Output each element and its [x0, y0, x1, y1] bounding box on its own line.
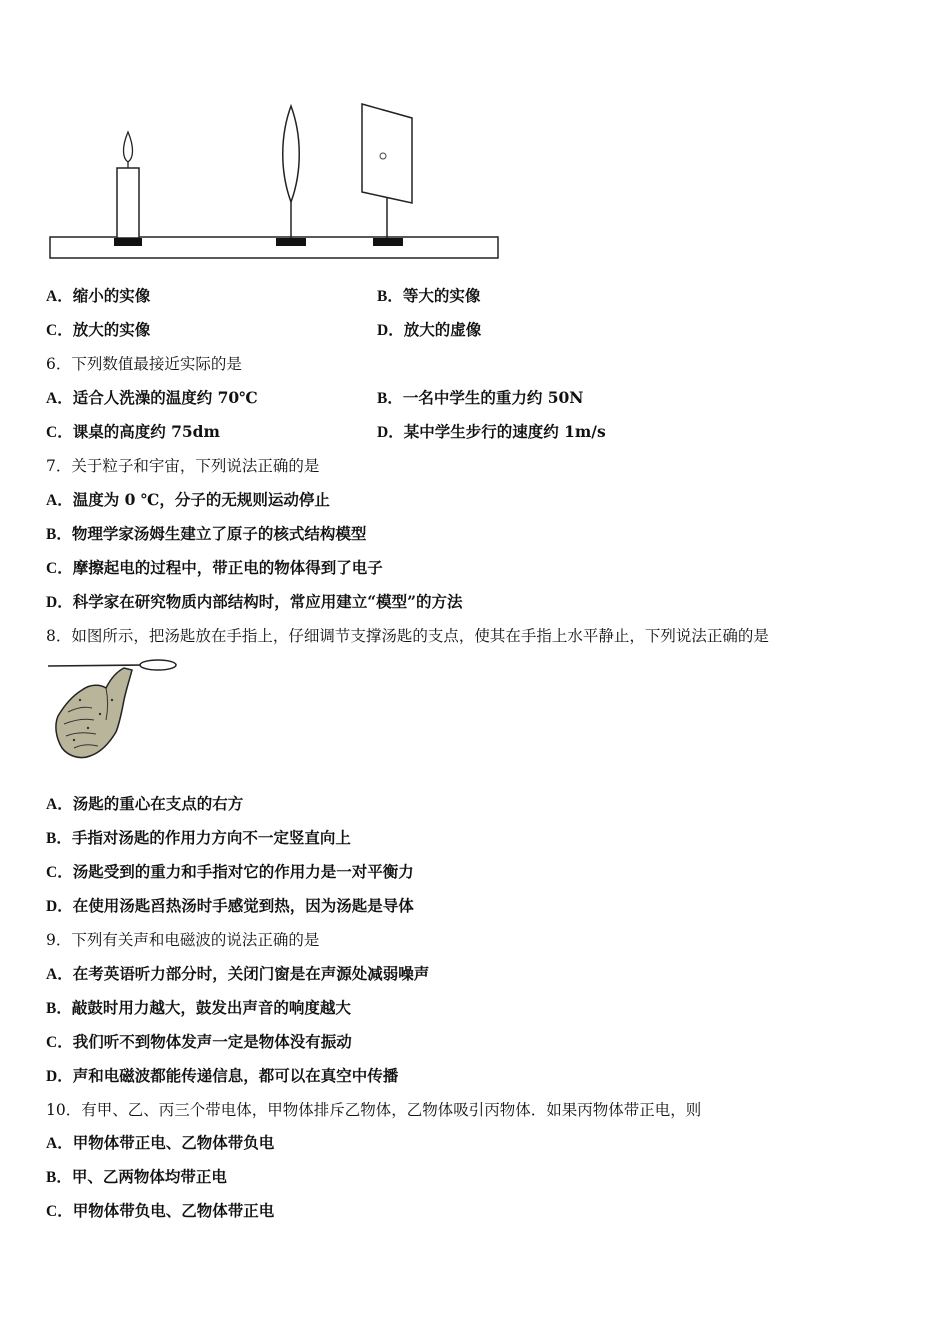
option-letter: D．	[46, 1068, 73, 1085]
option-text: 在使用汤匙舀热汤时手感觉到热，因为汤匙是导体	[72, 896, 414, 915]
q8-option-c	[46, 862, 414, 883]
candle-icon	[114, 132, 142, 246]
option-text: 手指对汤匙的作用力方向不一定竖直向上	[71, 828, 351, 847]
q6-option-c	[46, 422, 220, 443]
q5-option-d	[377, 320, 481, 341]
option-text: 科学家在研究物质内部结构时，常应用建立“模型”的方法	[72, 592, 463, 611]
option-letter: A．	[46, 390, 73, 407]
option-text: 放大的实像	[72, 320, 151, 339]
q7-option-a	[46, 490, 330, 511]
q7-option-b	[46, 524, 366, 545]
q9-option-b	[46, 998, 351, 1019]
q6-option-a	[46, 388, 258, 409]
q5-option-c	[46, 320, 150, 341]
option-text: 在考英语听力部分时，关闭门窗是在声源处减弱噪声	[72, 964, 430, 983]
option-letter: B．	[46, 830, 72, 847]
option-letter: D．	[377, 424, 404, 441]
light-screen-icon	[362, 104, 412, 246]
q7-option-d	[46, 592, 463, 613]
q8-option-d	[46, 896, 414, 917]
option-text: 温度为 0 ℃，分子的无规则运动停止	[72, 490, 330, 509]
option-text: 甲物体带正电、乙物体带负电	[72, 1133, 275, 1152]
option-text: 等大的实像	[402, 286, 481, 305]
option-letter: D．	[46, 594, 73, 611]
option-letter: B．	[46, 1169, 72, 1186]
q10-stem: 10．有甲、乙、丙三个带电体，甲物体排斥乙物体，乙物体吸引丙物体．如果丙物体带正电，则	[46, 1101, 702, 1119]
option-text: 敲鼓时用力越大，鼓发出声音的响度越大	[71, 998, 351, 1017]
option-letter: B．	[46, 526, 72, 543]
option-letter: C．	[46, 1203, 73, 1220]
hand-icon	[56, 668, 132, 758]
option-letter: B．	[46, 1000, 72, 1017]
option-letter: C．	[46, 864, 73, 881]
option-letter: A．	[46, 966, 73, 983]
option-letter: C．	[46, 424, 73, 441]
q10-option-b	[46, 1167, 227, 1188]
option-text: 甲、乙两物体均带正电	[71, 1167, 227, 1186]
option-letter: A．	[46, 796, 73, 813]
q9-option-a	[46, 964, 429, 985]
option-letter: C．	[46, 1034, 73, 1051]
q6-option-d	[377, 422, 606, 443]
option-text: 某中学生步行的速度约 1m/s	[403, 422, 606, 441]
option-text: 课桌的高度约 75dm	[72, 422, 220, 441]
q8-stem: 8．如图所示，把汤匙放在手指上，仔细调节支撑汤匙的支点，使其在手指上水平静止，下列说法正确的是	[46, 627, 769, 645]
option-text: 物理学家汤姆生建立了原子的核式结构模型	[71, 524, 367, 543]
option-text: 放大的虚像	[403, 320, 482, 339]
option-letter: D．	[46, 898, 73, 915]
option-letter: C．	[46, 560, 73, 577]
option-text: 缩小的实像	[72, 286, 151, 305]
option-text: 甲物体带负电、乙物体带正电	[72, 1201, 275, 1220]
option-letter: D．	[377, 322, 404, 339]
q9-option-c	[46, 1032, 352, 1053]
option-text: 声和电磁波都能传递信息，都可以在真空中传播	[72, 1066, 399, 1085]
option-text: 适合人洗澡的温度约 70℃	[72, 388, 258, 407]
q7-stem: 7．关于粒子和宇宙，下列说法正确的是	[46, 457, 320, 475]
option-letter: A．	[46, 492, 73, 509]
option-letter: A．	[46, 1135, 73, 1152]
option-letter: B．	[377, 288, 403, 305]
option-text: 摩擦起电的过程中，带正电的物体得到了电子	[72, 558, 383, 577]
q7-option-c	[46, 558, 383, 579]
q6-stem: 6．下列数值最接近实际的是	[46, 355, 242, 373]
option-text: 汤匙的重心在支点的右方	[72, 794, 244, 813]
q10-option-a	[46, 1133, 274, 1154]
option-text: 汤匙受到的重力和手指对它的作用力是一对平衡力	[72, 862, 414, 881]
option-letter: C．	[46, 322, 73, 339]
q5-option-a	[46, 286, 150, 307]
q8-option-b	[46, 828, 351, 849]
q6-option-b	[377, 388, 583, 409]
q8-option-a	[46, 794, 243, 815]
option-letter: B．	[377, 390, 403, 407]
hand-spoon-figure	[46, 656, 180, 766]
optics-bench-figure	[44, 98, 506, 266]
option-text: 我们听不到物体发声一定是物体没有振动	[72, 1032, 352, 1051]
option-letter: A．	[46, 288, 73, 305]
convex-lens-icon	[276, 106, 306, 246]
q9-option-d	[46, 1066, 398, 1087]
q10-option-c	[46, 1201, 274, 1222]
q9-stem: 9．下列有关声和电磁波的说法正确的是	[46, 931, 320, 949]
spoon-icon	[48, 660, 176, 670]
q5-option-b	[377, 286, 480, 307]
option-text: 一名中学生的重力约 50N	[402, 388, 584, 407]
